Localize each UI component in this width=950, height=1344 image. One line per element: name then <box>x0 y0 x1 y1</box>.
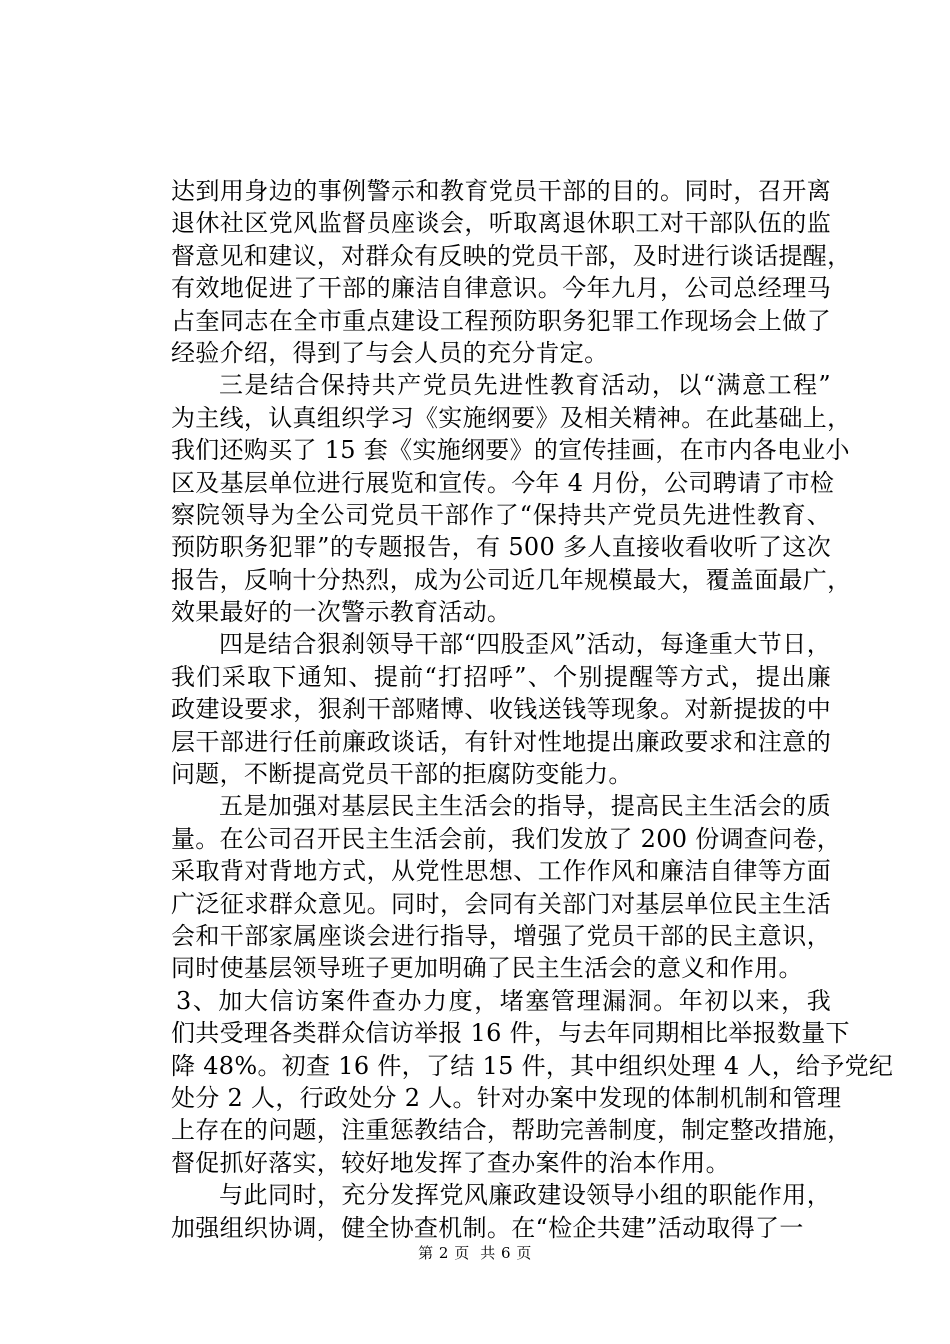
page-number-label: 第 2 页 共 6 页 <box>418 1244 532 1262</box>
paragraph-line: 报告，反响十分热烈，成为公司近几年规模最大，覆盖面最广， <box>171 565 852 594</box>
paragraph-line: 广泛征求群众意见。同时，会同有关部门对基层单位民主生活 <box>171 889 831 918</box>
paragraph-line: 们共受理各类群众信访举报 16 件，与去年同期相比举报数量下 <box>171 1019 850 1048</box>
paragraph-line: 预防职务犯罪”的专题报告，有 500 多人直接收看收听了这次 <box>171 533 831 562</box>
paragraph-line: 三是结合保持共产党员先进性教育活动，以“满意工程” <box>219 371 831 400</box>
paragraph-line: 量。在公司召开民主生活会前，我们发放了 200 份调查问卷， <box>171 824 842 853</box>
paragraph <box>171 985 894 1179</box>
paragraph-line: 我们采取下通知、提前“打招呼”、个别提醒等方式，提出廉 <box>171 662 831 691</box>
paragraph-line: 处分 2 人，行政处分 2 人。针对办案中发现的体制机制和管理 <box>171 1083 842 1112</box>
paragraph <box>171 790 842 984</box>
paragraph-line: 五是加强对基层民主生活会的指导，提高民主生活会的质 <box>219 792 831 821</box>
paragraph-line: 经验介绍，得到了与会人员的充分肯定。 <box>171 338 609 367</box>
paragraph-line: 占奎同志在全市重点建设工程预防职务犯罪工作现场会上做了 <box>171 306 831 335</box>
paragraph <box>171 628 831 790</box>
paragraph <box>171 175 852 369</box>
paragraph-line: 问题，不断提高党员干部的拒腐防变能力。 <box>171 760 633 789</box>
paragraph-line: 效果最好的一次警示教育活动。 <box>171 598 512 627</box>
paragraph-line: 四是结合狠刹领导干部“四股歪风”活动，每逢重大节日， <box>219 630 831 659</box>
paragraph-line: 降 48%。初查 16 件，了结 15 件，其中组织处理 4 人，给予党纪 <box>171 1051 894 1080</box>
paragraph-line: 有效地促进了干部的廉洁自律意识。今年九月，公司总经理马 <box>171 274 831 303</box>
paragraph-line: 政建设要求，狠刹干部赌博、收钱送钱等现象。对新提拔的中 <box>171 695 831 724</box>
paragraph-line: 察院领导为全公司党员干部作了“保持共产党员先进性教育、 <box>171 500 831 529</box>
paragraph-line: 同时使基层领导班子更加明确了民主生活会的意义和作用。 <box>171 954 803 983</box>
paragraph-line: 督促抓好落实，较好地发挥了查办案件的治本作用。 <box>171 1148 730 1177</box>
paragraph-line: 3、加大信访案件查办力度，堵塞管理漏洞。年初以来，我 <box>176 986 831 1015</box>
paragraph-line: 为主线，认真组织学习《实施纲要》及相关精神。在此基础上， <box>171 403 852 432</box>
paragraph-line: 督意见和建议，对群众有反映的党员干部，及时进行谈话提醒， <box>171 241 852 270</box>
paragraph-line: 会和干部家属座谈会进行指导，增强了党员干部的民主意识， <box>171 921 831 950</box>
paragraph-line: 采取背对背地方式，从党性思想、工作作风和廉洁自律等方面 <box>171 857 831 886</box>
paragraph <box>171 369 852 628</box>
paragraph-line: 与此同时，充分发挥党风廉政建设领导小组的职能作用， <box>219 1181 831 1210</box>
paragraph <box>171 1179 831 1244</box>
page-footer <box>0 1243 950 1263</box>
paragraph-line: 我们还购买了 15 套《实施纲要》的宣传挂画，在市内各电业小 <box>171 436 850 465</box>
document-body <box>171 175 894 1244</box>
paragraph-line: 退休社区党风监督员座谈会，听取离退休职工对干部队伍的监 <box>171 209 831 238</box>
paragraph-line: 区及基层单位进行展览和宣传。今年 4 月份，公司聘请了市检 <box>171 468 835 497</box>
paragraph-line: 层干部进行任前廉政谈话，有针对性地提出廉政要求和注意的 <box>171 727 831 756</box>
paragraph-line: 加强组织协调，健全协查机制。在“检企共建”活动取得了一 <box>171 1213 804 1242</box>
paragraph-line: 达到用身边的事例警示和教育党员干部的目的。同时，召开离 <box>171 177 831 205</box>
paragraph-line: 上存在的问题，注重惩教结合，帮助完善制度，制定整改措施， <box>171 1116 852 1145</box>
